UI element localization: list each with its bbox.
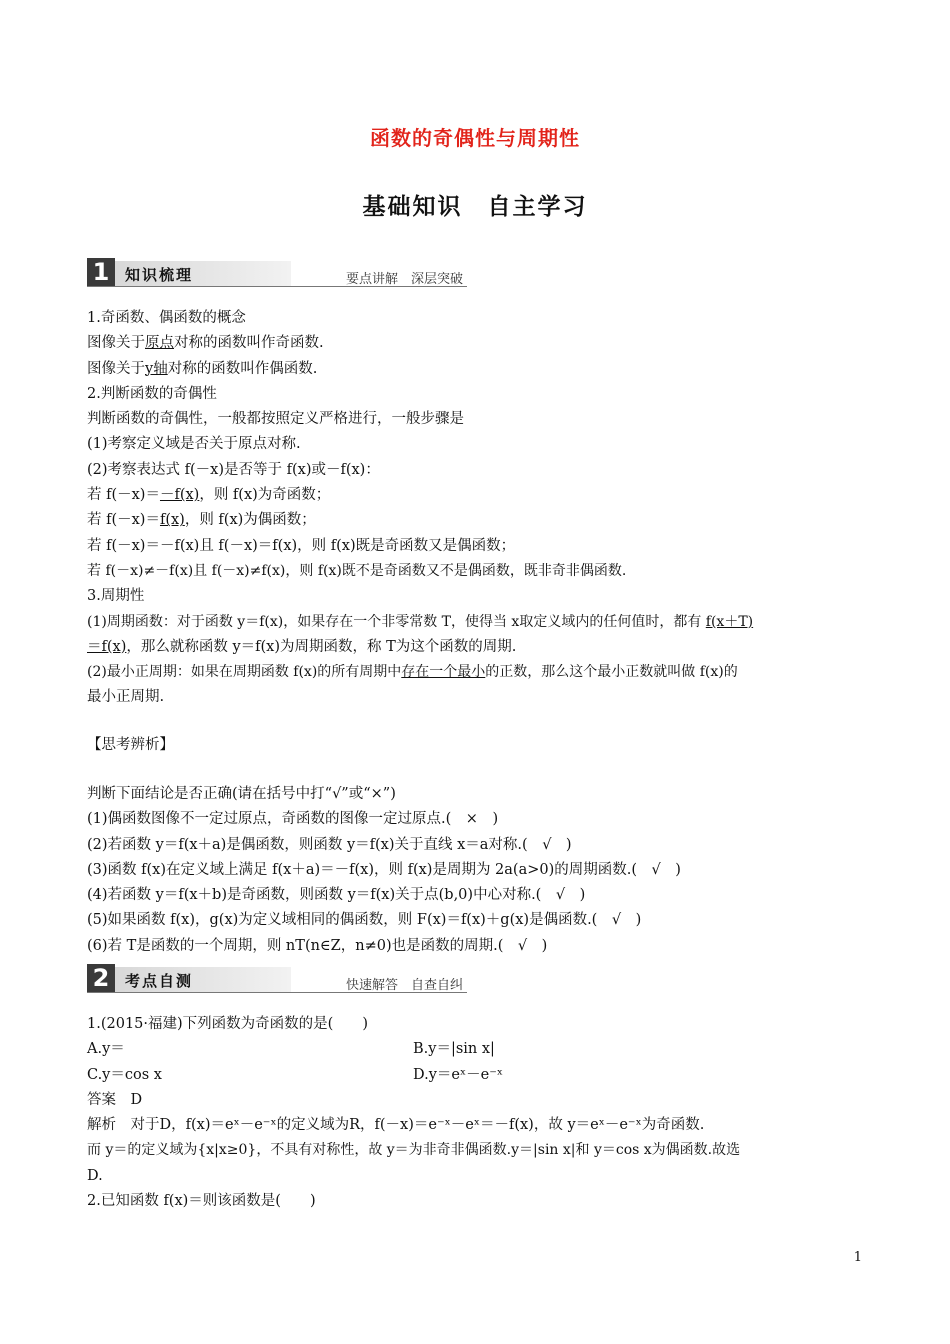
underlined-answer: f(x) (159, 512, 185, 529)
option-a: A.y＝ (87, 1041, 125, 1058)
text-line: (2)最小正周期：如果在周期函数 f(x)的所有周期中存在一个最小的正数，那么这个最小正数就叫做 f(x)的 (87, 664, 738, 681)
list-item: (3)函数 f(x)在定义域上满足 f(x＋a)＝－f(x)，则 f(x)是周期为 2a(a>0)的周期函数.( √ ) (87, 861, 681, 878)
section-number: 1 (87, 258, 115, 286)
think-heading: 【思考辨析】 (87, 737, 174, 753)
text-line: 若 f(－x)≠－f(x)且 f(－x)≠f(x)，则 f(x)既不是奇函数又不是偶函数，既非奇非偶函数. (87, 562, 627, 579)
document-subtitle: 基础知识 自主学习 (362, 194, 588, 220)
list-item: (4)若函数 y＝f(x＋b)是奇函数，则函数 y＝f(x)关于点(b,0)中心对称.( √ ) (87, 887, 586, 904)
section-sub-label: 要点讲解 深层突破 (345, 272, 463, 287)
section-number: 2 (87, 964, 115, 992)
text-line: ＝f(x)，那么就称函数 y＝f(x)为周期函数，称 T为这个函数的周期. (87, 638, 517, 655)
section-header-knowledge (87, 258, 467, 287)
text-line: 若 f(－x)＝f(x)，则 f(x)为偶函数； (87, 512, 316, 529)
section-sub-label: 快速解答 自查自纠 (345, 978, 463, 993)
underlined-answer: ＝f(x) (87, 638, 127, 655)
section-header-test (87, 964, 467, 993)
explanation-line: 而 y＝的定义域为{x|x≥0}，不具有对称性，故 y＝为非奇非偶函数.y＝|sin x|和 y＝cos x为偶函数.故选 (87, 1142, 741, 1159)
text-line: 判断下面结论是否正确(请在括号中打“√”或“×”) (87, 786, 396, 802)
text-line: 判断函数的奇偶性，一般都按照定义严格进行，一般步骤是 (87, 411, 464, 428)
text-line: 1.奇函数、偶函数的概念 (87, 310, 246, 326)
text-line: 若 f(－x)＝－f(x)且 f(－x)＝f(x)，则 f(x)既是奇函数又是偶函数； (87, 537, 516, 554)
text-line: (2)考察表达式 f(－x)是否等于 f(x)或－f(x)： (87, 461, 380, 478)
list-item: (5)如果函数 f(x)，g(x)为定义域相同的偶函数，则 F(x)＝f(x)＋g(x)是偶函数.( √ ) (87, 912, 642, 929)
option-b: B.y＝|sin x| (413, 1041, 495, 1058)
list-item: (1)偶函数图像不一定过原点，奇函数的图像一定过原点.( × ) (87, 811, 499, 828)
text-line: (1)考察定义域是否关于原点对称. (87, 436, 301, 453)
think-content (87, 782, 867, 959)
underlined-answer: 原点 (145, 335, 174, 352)
answer: 答案 D (87, 1091, 143, 1108)
option-row (87, 1063, 867, 1088)
underlined-answer: 存在一个最小 (401, 664, 486, 681)
option-d: D.y＝eˣ－e⁻ˣ (413, 1066, 504, 1083)
text-line: 图像关于y轴对称的函数叫作偶函数. (87, 360, 318, 377)
list-item: (6)若 T是函数的一个周期，则 nT(n∈Z，n≠0)也是函数的周期.( √ ) (87, 937, 548, 954)
text-line: 若 f(－x)＝－f(x)，则 f(x)为奇函数； (87, 487, 331, 504)
underlined-answer: f(x＋T) (705, 613, 754, 630)
page-number: 1 (853, 1250, 862, 1265)
option-c: C.y＝cos x (87, 1066, 162, 1083)
test-content (87, 1012, 867, 1214)
question: 1.(2015·福建)下列函数为奇函数的是( ) (87, 1016, 368, 1032)
question: 2.已知函数 f(x)＝则该函数是( ) (87, 1193, 316, 1210)
list-item: (2)若函数 y＝f(x＋a)是偶函数，则函数 y＝f(x)关于直线 x＝a对称.( √ ) (87, 836, 572, 853)
document-title: 函数的奇偶性与周期性 (370, 126, 580, 150)
explanation-line: D. (87, 1167, 103, 1184)
option-row (87, 1037, 867, 1062)
knowledge-content (87, 306, 867, 711)
section-label: 考点自测 (125, 972, 194, 990)
text-line: (1)周期函数：对于函数 y＝f(x)，如果存在一个非零常数 T，使得当 x取定义域内的任何值时，都有 f(x＋T) (87, 613, 754, 630)
underlined-answer: y轴 (145, 360, 168, 377)
text-line: 2.判断函数的奇偶性 (87, 385, 217, 402)
text-line: 3.周期性 (87, 588, 145, 605)
section-label: 知识梳理 (125, 266, 194, 284)
explanation-line: 解析 对于D，f(x)＝eˣ－e⁻ˣ的定义域为R，f(－x)＝e⁻ˣ－eˣ＝－f(x)，故 y＝eˣ－e⁻ˣ为奇函数. (87, 1117, 705, 1134)
underlined-answer: －f(x) (159, 487, 200, 504)
text-line: 最小正周期. (87, 689, 165, 706)
text-line: 图像关于原点对称的函数叫作奇函数. (87, 335, 324, 352)
